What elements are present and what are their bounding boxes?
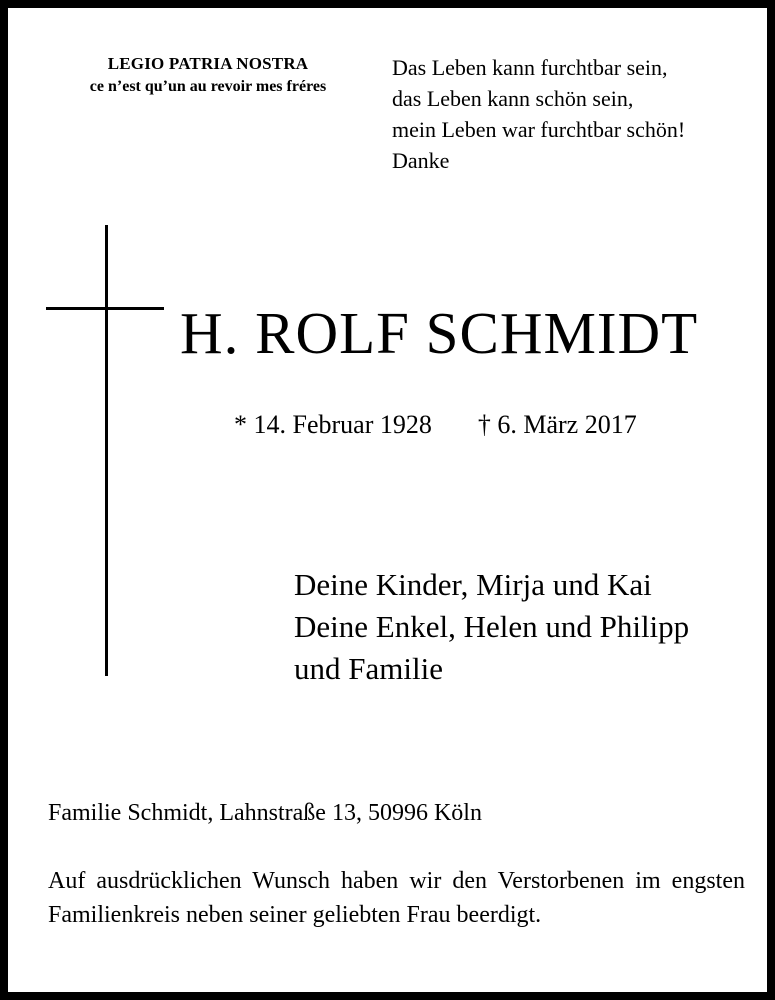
cross-icon-vertical (105, 225, 108, 676)
burial-notice: Auf ausdrücklichen Wunsch haben wir den Verstorbenen im engsten Familienkreis neben seiner geliebten Frau beerdigt. (48, 868, 745, 928)
motto-title: LEGIO PATRIA NOSTRA (107, 54, 309, 73)
cross-icon-horizontal (46, 307, 164, 310)
birth-date: * 14. Februar 1928 (234, 410, 432, 439)
life-dates (234, 410, 637, 440)
family-address: Familie Schmidt, Lahnstraße 13, 50996 Köln (48, 800, 482, 826)
mourner-line: und Familie (294, 651, 443, 686)
quote-line: Danke (392, 148, 450, 173)
deceased-name: H. ROLF SCHMIDT (180, 300, 699, 366)
quote-block (392, 52, 685, 176)
mourners-block (294, 564, 689, 690)
death-date: † 6. März 2017 (477, 410, 637, 439)
motto-subtitle: ce n’est qu’un au revoir mes fréres (89, 78, 327, 95)
mourner-line: Deine Kinder, Mirja und Kai (294, 567, 652, 602)
quote-line: das Leben kann schön sein, (392, 86, 634, 111)
quote-line: mein Leben war furchtbar schön! (392, 117, 686, 142)
mourner-line: Deine Enkel, Helen und Philipp (294, 609, 690, 644)
quote-line: Das Leben kann furchtbar sein, (392, 55, 668, 80)
